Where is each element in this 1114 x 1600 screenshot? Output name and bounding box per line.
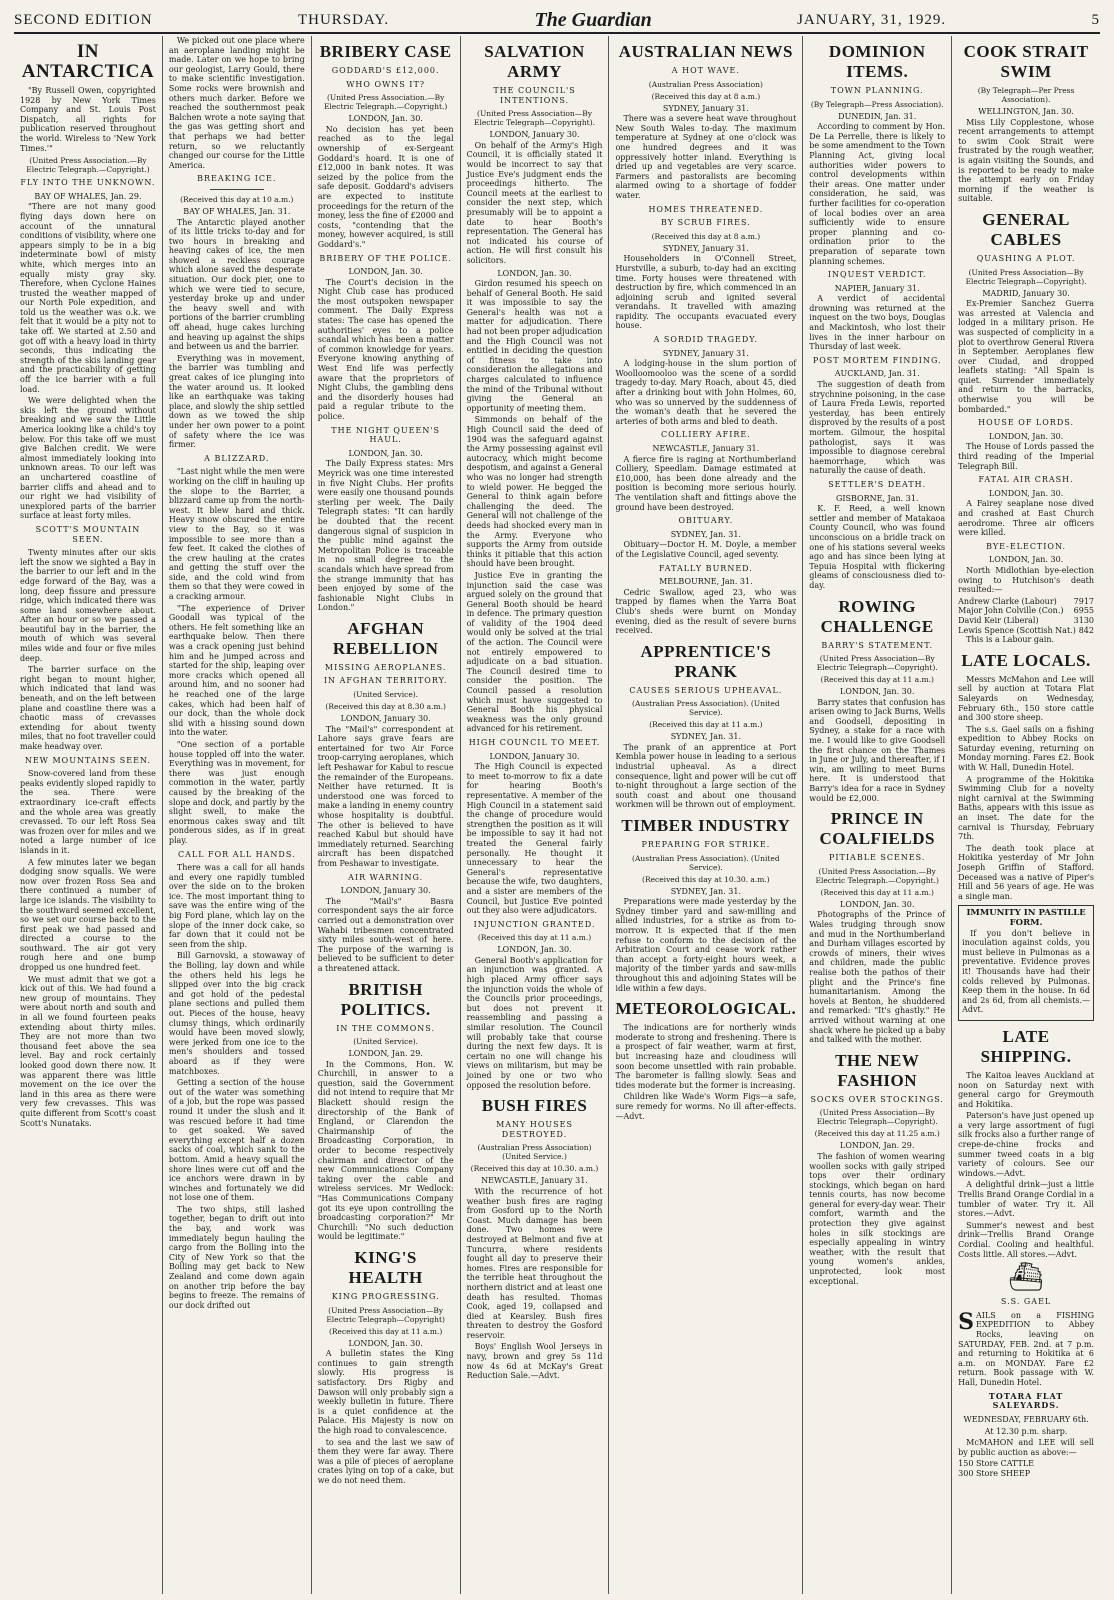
- page-columns: [14, 36, 1100, 1594]
- source-line: (By Telegraph—Press Association).: [810, 99, 944, 109]
- headline-rowing-challenge: ROWING CHALLENGE: [820, 596, 934, 636]
- dateline: LONDON, January 30.: [340, 886, 431, 896]
- headline-australian-news: AUSTRALIAN NEWS: [618, 42, 793, 61]
- headline-cook-strait-swim: COOK STRAIT SWIM: [963, 42, 1089, 81]
- subheading: MISSING AEROPLANES.: [324, 662, 447, 672]
- paragraph: The "Mail's" Basra correspondent says the air force carried out a demonstration over Wahabi tribesmen concentrated sixty miles south-west of here. The purpose of the warning is believed to be sufficient to deter a threatened attack.: [317, 896, 454, 973]
- paragraph: Messrs McMahon and Lee will sell by auction at Totara Flat Saleyards on Wednesday, February 6th., 150 store cattle and 300 store sheep.: [958, 674, 1094, 723]
- paragraph: Cedric Swallow, aged 23, who was trapped by flames when the Yarra Boat Club's sheds were burnt on Monday evening, died as the result of severe burns received.: [615, 587, 797, 636]
- paragraph: The death took place at Hokitika yesterday of Mr John Joseph Griffin of Stafford. Deceased was a native of Piper's Hill and 56 years of age. He was a single man.: [958, 843, 1094, 901]
- paragraph: Snow-covered land from these peaks evidently sloped rapidly to the sea. There were extraordinary ice-craft effects and the whole area was greatly crevassed. To our left Ross Sea was frozen over for miles and we noted a large number of ice islands in it.: [20, 769, 156, 855]
- paragraph: The Court's decision in the Night Club case has produced the most outspoken newspaper comment. The Daily Express states: The case has opened the authorities' eyes to a police scandal which has been a matter of common knowledge for years. Everyone knowing anything of West End life was perfectly aware that the proprietors of Night Clubs, the gambling dens and the disorderly houses had paid a regular tribute to the police.: [317, 277, 454, 421]
- subheading: IN AFGHAN TERRITORY.: [323, 676, 448, 686]
- received-line: (Received this day at 10.30. a.m.): [642, 874, 770, 884]
- advert-text: If you don't believe in inoculation against colds, you must believe in Pulmonas as a preventative. Evidence proves it! Thousands have had their colds relieved by Pulmonas. Keep them in the house. In 6d and 2s 6d, from all chemists.—Advt.: [962, 928, 1090, 1015]
- paragraph: No decision has yet been reached as to the legal ownership of ex-Sergeant Goddard's hoard. It is one of £12,000 in bank notes. It was seized by the police from the safe deposit. Goddard's advisers are expected to institute proceedings for the return of the money, less the fine of £2000 and costs, "contending that the money, however acquired, is still Goddard's.": [317, 124, 454, 249]
- source-line: (United Press Association—By Electric Telegraph—Copyright).: [816, 654, 938, 673]
- subheading: TOWN PLANNING.: [830, 86, 924, 95]
- paragraph: The s.s. Gael sails on a fishing expedition to Abbey Rocks on Saturday evening, returning on Monday morning. Fares £2. Book with W. Hall, Dunedin Hotel.: [958, 724, 1094, 773]
- dateline: LONDON, Jan. 29.: [840, 1141, 915, 1151]
- dateline: NEWCASTLE, January 31.: [481, 1176, 588, 1186]
- paragraph: "One section of a portable house toppled off into the water. Everything was in movement, for there was just enough commotion in the water, partly caused by the breaking of the slope and dock, and partly by the slight swell, to make the enormous cakes sway and tilt ponderous sides, as if in great play.: [168, 739, 305, 845]
- dateline: AUCKLAND, Jan. 31.: [834, 369, 920, 379]
- headline-bribery-case: BRIBERY CASE: [319, 42, 452, 61]
- paragraph: The prank of an apprentice at Port Kembla power house in leading to a serious industrial upheaval. As a direct consequence, light and power will be cut off to-night throughout a large section of the south coast and about one thousand workmen will be thrown out of employment.: [615, 742, 797, 810]
- paragraph: In the Commons, Hon. W. Churchill, in answer to a question, said the Government did not intend to require that Mr Blackett should resign the directorship of the Bank of England, or Clarendon the Chairmanship of the Broadcasting Corporation, in order to become respectively chairman and director of the new Communications Company taking over the cable and wireless services. Mr Wedlock: "Has Communications Company got its eye upon controlling the broadcasting corporation?" Mr Churchill: "No such deduction would be legitimate.": [317, 1059, 454, 1242]
- paragraph: Bill Garnovski, a stowaway of the Bolling, lay down and while the others held his legs he slipped over into the big crack and got hold of the pedestal plane sections and pulled them out. Pieces of the house, heavy clumsy things, which ordinarily would have been moved slowly, were jerked from one ice to the men's shoulders and tossed aboard as if they were matchboxes.: [168, 951, 305, 1076]
- subheading: CAUSES SERIOUS UPHEAVAL.: [629, 685, 783, 695]
- received-line: (Received this day at 11 a.m.): [649, 720, 763, 730]
- headline-british-politics: BRITISH POLITICS.: [340, 979, 431, 1019]
- dateline: WELLINGTON, Jan. 30.: [978, 107, 1074, 116]
- received-line: (Received this day at 11 a.m.): [820, 675, 934, 685]
- paragraph: There was a call for all hands and every one rapidly tumbled over the side on to the broken ice. The most important thing to save was the entire wing of the big Ford plane, which lay on the slope of the inner dock cake, so far down that it could not be seen from the ship.: [168, 863, 305, 949]
- paragraph: A programme of the Hokitika Swimming Club for a novelty night carnival at the Swimming Baths, appears with this issue as an inset. The date for the carnival is Thursday, February 7th.: [958, 774, 1094, 842]
- dateline: SYDNEY, January 31.: [662, 103, 749, 113]
- paragraph: A Fairey seaplane nose dived and crashed at East Church aerodrome. Three air officers were killed.: [958, 499, 1094, 538]
- dateline: LONDON, Jan. 30.: [497, 945, 572, 955]
- result-row: Andrew Clarke (Labour) 7917: [958, 596, 1094, 606]
- subheading: BY SCRUB FIRES.: [661, 218, 751, 228]
- source-line: (United Press Association—By Electric Telegraph—Copyright).: [816, 1108, 938, 1127]
- paragraph: The indications are for northerly winds moderate to strong and freshening. There is a prospect of fair weather, warm at first, but increasing haze and cloudiness will soon become unsettled with rain probable. The barometer is falling slowly. Seas and tides moderate but the former is increasing.: [615, 1023, 797, 1090]
- subheading: COLLIERY AFIRE.: [660, 430, 751, 440]
- subheading: FLY INTO THE UNKNOWN.: [20, 178, 156, 188]
- subheading: INQUEST VERDICT.: [827, 270, 927, 280]
- paragraph: The High Council is expected to meet to-morrow to fix a date for hearing Booth's representative. A member of the High Council in a statement said the change of procedure would strengthen the position as it will be impossible to say it had not treated the General fairly personally. He thought it unnecessary to hear the General's representative because the wife, two daughters, and a sister are members of the Council, but Justice Eve pointed out they also were adjudicators.: [466, 762, 603, 916]
- sailing-text: AILS on a FISHING EXPEDITION to Abbey Rocks, leaving on SATURDAY, FEB. 2nd. at 7 p.m. and returning to Hokitika at 6 a.m. on MONDAY. Fare £2 return. Book passage with W. Hall, Dunedin Hotel.: [958, 1310, 1094, 1387]
- paragraph: The Daily Express states: Mrs Meyrick was one time interested in five Night Clubs. Her profits were easily one thousand pounds sterling per week. The Daily Telegraph states: "It can hardly be doubted that the recent dangerous signal of suspicion in the public mind against the Metropolitan Police is traceable in no small degree to the scandals which have spread from the strange immunity that has been enjoyed by some of the fashionable Night Clubs in London.": [317, 459, 454, 613]
- paragraph: On behalf of the Army's High Council, it is officially stated it would be incorrect to say that Justice Eve's judgment ends the proceedings hitherto. The Council meets at the earliest to consider the next step, which presumably will be to appoint a date to hear Booth's representation. The General has not indicated his course of action. He will first consult his solicitors.: [466, 140, 603, 265]
- paragraph: A delightful drink—just a little Trellis Brand Orange Cordial in a tumbler of water. Try it. All stores.—Advt.: [958, 1180, 1094, 1219]
- subheading: IN THE COMMONS.: [336, 1023, 436, 1033]
- paragraph: Twenty minutes after our skis left the snow we sighted a Bay in the barrier to our left and in the edge forward of the Bay, was a long, deep fissure and pressure ridge, which indicated there was some land somewhere about. After an hour or so we passed a beautiful bay in the barrier, the mouth of which was several miles wide and four or five miles deep.: [20, 548, 156, 663]
- ship-name: S.S. GAEL: [1000, 1297, 1052, 1307]
- headline-general-cables: GENERAL CABLES: [982, 209, 1070, 249]
- source-line: (United Press Association.—By Electric Telegraph.—Copyright.): [26, 156, 150, 175]
- dateline: SYDNEY, Jan. 31.: [670, 886, 741, 896]
- sale-title: TOTARA FLAT SALEYARDS.: [988, 1390, 1064, 1411]
- subheading: THE NIGHT QUEEN'S HAUL.: [331, 425, 441, 445]
- paragraph: With the recurrence of hot weather bush fires are raging from Gosford up to the North Coast. Much damage has been done. Two homes were destroyed at Belmont and five at Tuncurra, where residents fought all day to preserve their homes. Fires are responsible for the terrible heat throughout the northern district and at least one death has resulted. Thomas Cook, aged 19, collapsed and died at Kearsley. Bush fires threaten to destroy the Gosford reservoir.: [466, 1186, 603, 1340]
- source-line: (United Press Association.—By Electric Telegraph.—Copyright.): [323, 93, 448, 112]
- sale-date: WEDNESDAY, FEBRUARY 6th.: [963, 1414, 1089, 1424]
- subheading: INJUNCTION GRANTED.: [473, 919, 596, 929]
- advert-title: IMMUNITY IN PASTILLE FORM.: [966, 908, 1086, 928]
- paragraph: "Last night while the men were working on the cliff in hauling up the slope to the Barrier, a blizzard came up from the north-west. It blew hard and thick. Heavy snow obscured the entire view to the Bay, so it was impossible to see more than a few feet. It caked the clothes of the crew hauling at the crates and getting the stuff over the side, and the cold wind from them so that they were cowed in a cracking armour.: [168, 467, 305, 602]
- source-line: (United Press Association—By Electric Telegraph—Copyright): [326, 1305, 445, 1324]
- paragraph: According to comment by Hon. De La Perrelle, there is likely to be some amendment to the Town Planning Act, giving local authorities wider powers to control developments within their areas. One matter under consideration, he said, was further facilities for co-operation of local bodies over an area sufficiently wide to ensure proper planning and co-ordination prior to the preparation of separate town planning schemes.: [809, 122, 946, 266]
- subheading: SOCKS OVER STOCKINGS.: [810, 1094, 944, 1104]
- dateline: LONDON, Jan. 30.: [348, 448, 423, 458]
- paragraph: The Kaitoa leaves Auckland at noon on Saturday next with general cargo for Greymouth and Hokitika.: [958, 1070, 1094, 1109]
- dateline: MADRID, January 30.: [982, 288, 1070, 298]
- subheading: WHO OWNS IT?: [346, 79, 426, 89]
- paragraph: We were delighted when the skis left the ground without breaking and we saw the Little America looking like a child's toy below. For this take off we must give Balchen credit. We were almost immediately looking into unknown areas. To our left was an unchartered coastline of barrier cliffs and ahead and to our right we had visibility of unexplored parts of the barrier surface at least forty miles.: [20, 396, 156, 521]
- paragraph: The suggestion of death from strychnine poisoning, in the case of Laura Freda Lewis, reported yesterday, has been entirely disproved by the results of a post mortem. Gilmour, the hospital pathologist, says it was impossible to diagnose cerebral haemorrhage, which was naturally the cause of death.: [809, 380, 946, 476]
- dateline: SYDNEY, January 31.: [662, 348, 749, 358]
- subheading: A BLIZZARD.: [204, 453, 270, 463]
- received-line: (Received this day at 8 a.m.): [651, 91, 761, 101]
- received-line: (Received this day at 10 a.m.): [180, 194, 294, 204]
- paragraph: Ex-Premier Sanchez Guerra was arrested at Valencia and lodged in a military prison. He was suspected of complicity in a plot to overthrow General Rivera in September. Aeroplanes flew over Ciudad, and dropped leaflets stating: "All Spain is quiet. Surrender immediately and return to the barracks, otherwise you will be bombarded.": [958, 299, 1094, 414]
- paragraph: K. F. Reed, a well known settler and member of Matakaoa County Council, who was found unconscious on a bridle track on one of his stations several weeks ago and has since been lying at Tepuia Hospital with flickering gleams of consciousness died to-day.: [809, 504, 946, 590]
- dateline: BAY OF WHALES, Jan. 31.: [183, 206, 291, 216]
- paragraph: A verdict of accidental drowning was returned at the inquest on the two boys, Douglas and Mackintosh, who lost their lives in the inner harbour on Thursday of last week.: [809, 294, 946, 352]
- column-6: [803, 36, 952, 1594]
- received-line: (Received this day at 11 a.m.): [477, 933, 592, 943]
- sale-time: At 12.30 p.m. sharp.: [984, 1427, 1068, 1437]
- column-3: [312, 36, 461, 1594]
- dateline: LONDON, Jan. 30.: [988, 555, 1064, 565]
- column-7: [952, 36, 1100, 1594]
- subheading: SETTLER'S DEATH.: [828, 479, 927, 489]
- paragraph: The fashion of women wearing woollen socks with gaily striped tops over their ordinary stockings, which began on hard tennis courts, has now become general for every-day wear. Their comfort, warmth and the protection they give against holes in silk stockings are especially appealing in wintry weather, with the result that young women's ankles, unprotected, look most exceptional.: [809, 1151, 946, 1286]
- subheading: QUASHING A PLOT.: [976, 253, 1076, 263]
- sailing-notice: [958, 1308, 1094, 1388]
- headline-meteorological: METEOROLOGICAL.: [615, 999, 797, 1019]
- received-line: (Received this day at 8.30 a.m.): [325, 702, 446, 712]
- dateline: LONDON, Jan. 30.: [988, 488, 1064, 498]
- source-line: (Australian Press Association): [648, 79, 763, 89]
- paragraph: Barry states that confusion has arisen owing to Jack Burns, Wells and Goodsell, depositing in Sydney, a stake for a race with me. I would like to give Goodsell the first chance on the Thames in June or July, and thereafter, if I win, am willing to meet Burns here. It is understood that Barry's idea for a race in Sydney would be £2,000.: [809, 697, 946, 803]
- dateline: SYDNEY, Jan. 31.: [670, 732, 741, 742]
- subheading: FATALLY BURNED.: [658, 563, 753, 573]
- headline-afghan-rebellion: AFGHAN REBELLION: [332, 618, 439, 658]
- subheading: BREAKING ICE.: [197, 174, 277, 184]
- paragraph: The Antarctic played another of its little tricks to-day and for two hours in breaking and heaving cakes of ice, the men showed a reckless courage which alone saved the desperate situation. Our dock pier, one to which we were tied to secure, yesterday broke up and under the heavy swell and with portions of the barrier crumbling off ahead, huge cakes lurching and heaving up against the ships and between us and the barrier.: [168, 217, 305, 352]
- dateline: MELBOURNE, Jan. 31.: [659, 577, 753, 587]
- dateline: SYDNEY, January 31.: [662, 243, 749, 253]
- paragraph: The "Mail's" correspondent at Lahore says grave fears are entertained for two Air Force troop-carrying aeroplanes, which left Peshawar for Kabul to rescue the remainder of the Europeans. Neither have returned. It is understood one was forced to make a landing in enemy country whose hospitality is doubtful. The other is believed to have reached Kabul but should have immediately returned. Searching aircraft has been dispatched from Peshawar to investigate.: [317, 724, 454, 868]
- page-number: 5: [1091, 11, 1100, 28]
- paragraph: Paterson's have just opened up a very large assortment of fugi silk frocks also a further range of crepe-de-chine frocks and summer tweed coats in a big variety of colours. See our windows.—Advt.: [958, 1111, 1094, 1178]
- subheading: HIGH COUNCIL TO MEET.: [468, 738, 601, 747]
- subheading: BRIBERY OF THE POLICE.: [319, 253, 452, 263]
- received-line: (Received this day at 11 a.m.): [328, 1326, 443, 1336]
- source-line: (United Press Association—By Electric Telegraph—Copyright).: [474, 109, 596, 128]
- source-line: (By Telegraph—Per Press Association).: [977, 86, 1075, 104]
- paragraph: We must admit that we got a kick out of this. We had found a new group of mountains. They were about north and south and in all we found fourteen peaks extending about thirty miles. They are not more than two thousand feet above the sea level. Bay and rock certainly looked good down there now. It was apparent there was little movement on the ice over the land in this area as there were very few crevasses. This was quite different from Scott's coast Scott's Nunataks.: [20, 974, 156, 1128]
- headline-new-fashion: THE NEW FASHION: [835, 1050, 920, 1090]
- day-label: THURSDAY.: [297, 11, 390, 28]
- subheading: GODDARD'S £12,000.: [331, 66, 440, 75]
- received-line: (Received this day at 8 a.m.): [651, 231, 761, 241]
- dateline: LONDON, Jan. 30.: [497, 268, 572, 278]
- result-row: Lewis Spence (Scottish Nat.) 842: [958, 625, 1094, 635]
- divider: [210, 189, 264, 190]
- dateline: LONDON, Jan. 29.: [348, 1049, 423, 1059]
- subheading: NEW MOUNTAINS SEEN.: [24, 755, 151, 765]
- source-line: (Australian Press Association). (United Service).: [632, 853, 780, 872]
- headline-timber-industry: TIMBER INDUSTRY: [621, 816, 791, 836]
- headline-bush-fires: BUSH FIRES: [481, 1096, 588, 1116]
- subheading: POST MORTEM FINDING.: [812, 355, 942, 365]
- advert: Children like Wade's Worm Figs—a safe, sure remedy for worms. No ill after-effects.—Advt.: [615, 1092, 797, 1121]
- subheading: A HOT WAVE.: [671, 66, 740, 75]
- ship-icon: ⛴: [1008, 1260, 1044, 1294]
- advert: Boys' English Wool Jerseys in navy, brown and grey 5s 11d now 4s 6d at McKay's Great Reduction Sale.—Advt.: [466, 1342, 603, 1381]
- subheading: SCOTT'S MOUNTAIN SEEN.: [35, 524, 141, 544]
- paragraph: A lodging-house in the slum portion of Woolloomooloo was the scene of a sordid tragedy to-day. Mary Roach, about 45, died after a drinking bout with John Holmes, 60, who was so unnerved by the suddenness of the woman's death that he severed the arteries of both arms and bled to death.: [615, 359, 797, 426]
- subheading: PITIABLE SCENES.: [829, 853, 926, 863]
- dateline: SYDNEY, Jan. 31.: [670, 529, 741, 539]
- headline-late-shipping: LATE SHIPPING.: [980, 1026, 1072, 1066]
- dateline: DUNEDIN, Jan. 31.: [838, 111, 917, 121]
- drop-cap: S: [958, 1308, 975, 1335]
- article-intro: "By Russell Owen, copyrighted 1928 by New York Times Company and St. Louis Post Dispatch, all rights for publication reserved throughout the world. Wireless to 'New York Times.'": [20, 86, 156, 153]
- subheading: CALL FOR ALL HANDS.: [177, 849, 296, 859]
- masthead: [14, 8, 1100, 34]
- paragraph: Householders in O'Connell Street, Hurstville, a suburb, to-day had an exciting time. Forty houses were threatened with destruction by fire, which commenced in an adjoining scrub and ignited several verandahs. It travelled with amazing rapidity. The occupants evacuated every house.: [615, 254, 797, 331]
- received-line: (Received this day at 11 a.m.): [820, 887, 934, 897]
- subheading: AIR WARNING.: [348, 872, 424, 882]
- result-row: Major John Colville (Con.) 6955: [958, 606, 1094, 616]
- dateline: LONDON, January 30.: [340, 714, 431, 724]
- paragraph: A few minutes later we began dodging snow squalls. We were now over frozen Ross Sea and there continued a number of large ice islands. The visibility to the southward seemed excellent, so we set our course back to the first peak we had passed and directed a course to the southward. The air got very rough here and one bump dropped us one hundred feet.: [20, 857, 156, 973]
- paragraph: "There are not many good flying days down here on account of the unnatural conditions of visibility, where one appears simply to be in a big indeterminate bowl of misty white, which merges into an equally misty gray sky. Therefore, when Cyclone Haines trusted the weather mapped of our North Pole expedition, and told us the weather was o.k. we felt that it would be a pity not to take off. We started at 2.50 and got off with a heavy load in thirty seconds, thus indicating the strength of the skis landing gear and the practicability of getting off the ice barrier with a full load.: [20, 202, 156, 394]
- subheading: MANY HOUSES DESTROYED.: [496, 1120, 573, 1139]
- paragraph: The two ships, still lashed together, began to drift out into the bay, and work was immediately begun hauling the cargo from the Bolling into the City of New York so that the Bolling may get back to New Zealand and come down again on another trip before the bay begins to freeze. The remains of our dock drifted out: [168, 1204, 305, 1310]
- dateline: BAY OF WHALES, Jan. 29.: [34, 191, 142, 201]
- paragraph: "The experience of Driver Goodall was typical of the others. He felt something like an earthquake below. Then there was a crack opening just behind him and he jumped across and started for the ship, leaping over more cracks which opened all around him, and no sooner had he reached one of the large cakes, which had been half of our dock, than the whole dock slid with a hissing sound down into the water.: [168, 603, 305, 738]
- subheading: THE COUNCIL'S INTENTIONS.: [493, 86, 576, 105]
- dateline: LONDON, Jan. 30.: [840, 899, 915, 909]
- paragraph: A fierce fire is raging at Northumberland Colliery, Speedlam. Damage estimated at £10,000, has been done already and the position is becoming more serious hourly. The ventilation shaft and fittings above the ground have been destroyed.: [615, 454, 797, 512]
- source-line: (United Service).: [353, 1037, 419, 1047]
- paragraph: Everything was in movement, the barrier was tumbling and great cakes of ice plunging into the water around us. It looked like an earthquake was taking place, and slowly the ship settled down as we towed the ship under her own power to a point of safety where the ice was firmer.: [168, 353, 305, 450]
- dateline: LONDON, Jan. 30.: [348, 114, 423, 124]
- paragraph: Miss Lily Copplestone, whose recent arrangements to attempt to swim Cook Strait were frustrated by the rough weather, is again visiting the Sounds, and is reported to be ready to make the attempt early on Friday morning if the weather is suitable.: [958, 117, 1094, 204]
- headline-salvation-army: SALVATION ARMY: [484, 42, 585, 81]
- column-5: [609, 36, 803, 1594]
- newspaper-title: The Guardian: [534, 8, 652, 31]
- headline-kings-health: KING'S HEALTH: [348, 1247, 423, 1287]
- headline-late-locals: LATE LOCALS.: [961, 650, 1091, 670]
- issue-date: JANUARY, 31, 1929.: [797, 11, 947, 28]
- headline-apprentices-prank: APPRENTICE'S PRANK: [640, 641, 772, 681]
- paragraph: General Booth's application for an injunction was granted. A high placed Army officer says the injunction voids the whole of the Councils prior proceedings, but does not prevent it reassembling and passing a similar resolution. The Council will probably take that course during the next few days. It is certain no one will change his views on militarism, but may be joined by one or two who opposed the resolution before.: [466, 955, 603, 1090]
- result-row: David Keir (Liberal) 3130: [958, 615, 1094, 625]
- received-line: (Received this day at 11.25 a.m.): [814, 1129, 940, 1139]
- paragraph: to sea and the last we saw of them they were far away. There was a pile of pieces of aeroplane crates lying on top of a cake, but we do not need them.: [317, 1437, 454, 1485]
- dateline: LONDON, Jan. 30.: [348, 1338, 423, 1348]
- subheading: A SORDID TRAGEDY.: [653, 335, 759, 345]
- dateline: LONDON, Jan. 30.: [348, 267, 423, 277]
- subheading: BARRY'S STATEMENT.: [821, 640, 933, 650]
- subheading: HOMES THREATENED.: [648, 204, 764, 214]
- paragraph: Getting a section of the house out of the water was something of a job, but the rope was passed round it under the slush and it was rescued before it had time to get soaked. We saved everything except half a dozen sacks of coal, which sank to the bottom. Amid a heavy squall the shore lines were cut off and the ice anchors were drawn in by winches and fortunately we did not lose one of them.: [168, 1078, 305, 1203]
- paragraph: Preparations were made yesterday by the Sydney timber yard and saw-milling and allied industries, for a strike as from to-morrow. It is expected that if the men refuse to conform to the decision of the Arbitration Court and cease work rather than accept a forty-eight hours week, a majority of the timber yards and saw-mills throughout this and adjoining States will be idle within a few days.: [615, 897, 797, 993]
- received-line: (Received this day at 10.30. a.m.): [470, 1164, 599, 1174]
- headline-dominion-items: DOMINION ITEMS.: [828, 42, 926, 81]
- subheading: FATAL AIR CRASH.: [978, 475, 1074, 485]
- paragraph: Obituary—Doctor H. M. Doyle, a member of the Legislative Council, aged seventy.: [615, 540, 797, 559]
- subheading: OBITUARY.: [678, 516, 734, 526]
- source-line: (United Press Association—By Electric Telegraph—Copyright).: [965, 267, 1087, 286]
- sale-item: 150 Store CATTLE: [958, 1459, 1034, 1469]
- paragraph: Simmonds on behalf of the High Council said the deed of 1904 was the safeguard against the Army possessing against evil autocracy, which might become despotism, and against a General who was no longer had strength to wield power. He begged the General to think again before challenging the deed. The General will not challenge of the deeds had shocked every man in the Army. Everyone who supports the Army from outside thinks it pitiable that this action should have been brought.: [466, 415, 603, 569]
- source-line: (Australian Press Association) (United Service.): [477, 1143, 592, 1162]
- dateline: GISBORNE, Jan. 31.: [835, 493, 919, 503]
- paragraph: Justice Eve in granting the injunction said the case was argued solely on the ground that General Booth should be heard in defence. The primary question of validity of the 1904 deed would only be solved at the trial of the action. The Council were not entirely empowered to adjudicate on a bad situation. The Council desired time to consider the position. The Council passed a resolution which must have suggested to General Booth his physical weakness was the only ground advanced for his retirement.: [466, 570, 603, 734]
- dateline: LONDON, Jan. 30.: [988, 431, 1064, 441]
- dateline: NEWCASTLE, January 31.: [652, 444, 760, 453]
- headline-antarctica: IN ANTARCTICA: [21, 41, 155, 82]
- source-line: (Australian Press Association). (United Service).: [632, 699, 780, 718]
- edition-label: SECOND EDITION: [14, 11, 153, 28]
- dateline: LONDON, January 30.: [489, 751, 580, 761]
- paragraph: There was a severe heat wave throughout New South Wales to-day. The maximum temperature at Sydney at one o'clock was one hundred degrees and it was oppressively hotter inland. Everything is dried up and vegetables are very scarce. Farmers and pastoralists are becoming alarmed owing to a shortage of fodder water.: [615, 114, 797, 200]
- sale-item: 300 Store SHEEP: [958, 1468, 1031, 1478]
- source-line: (United Service).: [353, 690, 419, 700]
- paragraph: The House of Lords passed the third reading of the Imperial Telegraph Bill.: [958, 442, 1094, 471]
- paragraph: We picked out one place where an aeroplane landing might be made. Later on we hope to bring our geologist, Larry Gould, there to make scientific investigation. Some rocks were brownish and others much darker. Before we reached the southernmost peak Balchen wrote a note saying that the gas was getting short and that perhaps we had better return, so we reluctantly changed our course for the Little America.: [168, 36, 305, 170]
- dateline: LONDON, Jan. 30.: [840, 687, 915, 697]
- subheading: HOUSE OF LORDS.: [978, 418, 1074, 428]
- election-results: [958, 597, 1094, 635]
- paragraph: A bulletin states the King continues to gain strength slowly. His progress is satisfactory. Drs Rigby and Dawson will only probably sign a weekly bulletin in future. There is a quiet confidence at the Palace. His Majesty is now on the high road to convalescence.: [317, 1349, 454, 1435]
- source-line: (United Press Association.—By Electric Telegraph.—Copyright.): [815, 866, 939, 885]
- column-2: [163, 36, 312, 1594]
- subheading: KING PROGRESSING.: [331, 1291, 440, 1301]
- paragraph: Summer's newest and best drink—Trellis Brand Orange Cordial. Cooling and healthful. Costs little. All stores.—Advt.: [958, 1220, 1094, 1259]
- paragraph: North Midlothian bye-election owing to Hutchison's death resulted:—: [958, 565, 1094, 595]
- column-4: [461, 36, 610, 1594]
- column-1: [14, 36, 163, 1594]
- dateline: LONDON, January 30.: [489, 130, 580, 140]
- subheading: PREPARING FOR STRIKE.: [641, 840, 771, 850]
- paragraph: The barrier surface on the right began to mount higher, which indicated that land was beneath, and on the left between plane and coastline there was a chaotic mass of crevasses extending for about twenty miles, that no foot traveller could make headway over.: [20, 665, 156, 751]
- headline-prince-in-coalfields: PRINCE IN COALFIELDS: [819, 809, 935, 849]
- paragraph: Girdon resumed his speech on behalf of General Booth. He said it was impossible to say the General's health was not a matter for adjudication. There had not been proper adjudication and the High Council was not entitled in deciding the question of fitness to take into consideration the allegations and charges calculated to influence the mind of the Tribunal without giving the General an opportunity of meeting them.: [466, 279, 603, 413]
- subheading: BYE-ELECTION.: [986, 541, 1067, 551]
- paragraph: Photographs of the Prince of Wales trudging through snow and mud in the Northumberland and Durham villages escorted by crowds of miners, their wives and children, made the public realise both the pathos of their plight and the Prince's fine humanitarianism. Among the hovels at Benton, he shuddered and remarked: "It's ghastly." He arrived without warning at one shack where he picked up a baby and talked with the mother.: [809, 910, 946, 1045]
- dateline: NAPIER, January 31.: [834, 283, 920, 293]
- sale-text: McMAHON and LEE will sell by public auction as above:—: [958, 1437, 1094, 1457]
- paragraph: This is a Labour gain.: [966, 635, 1055, 645]
- pastille-advert-box: [958, 905, 1094, 1021]
